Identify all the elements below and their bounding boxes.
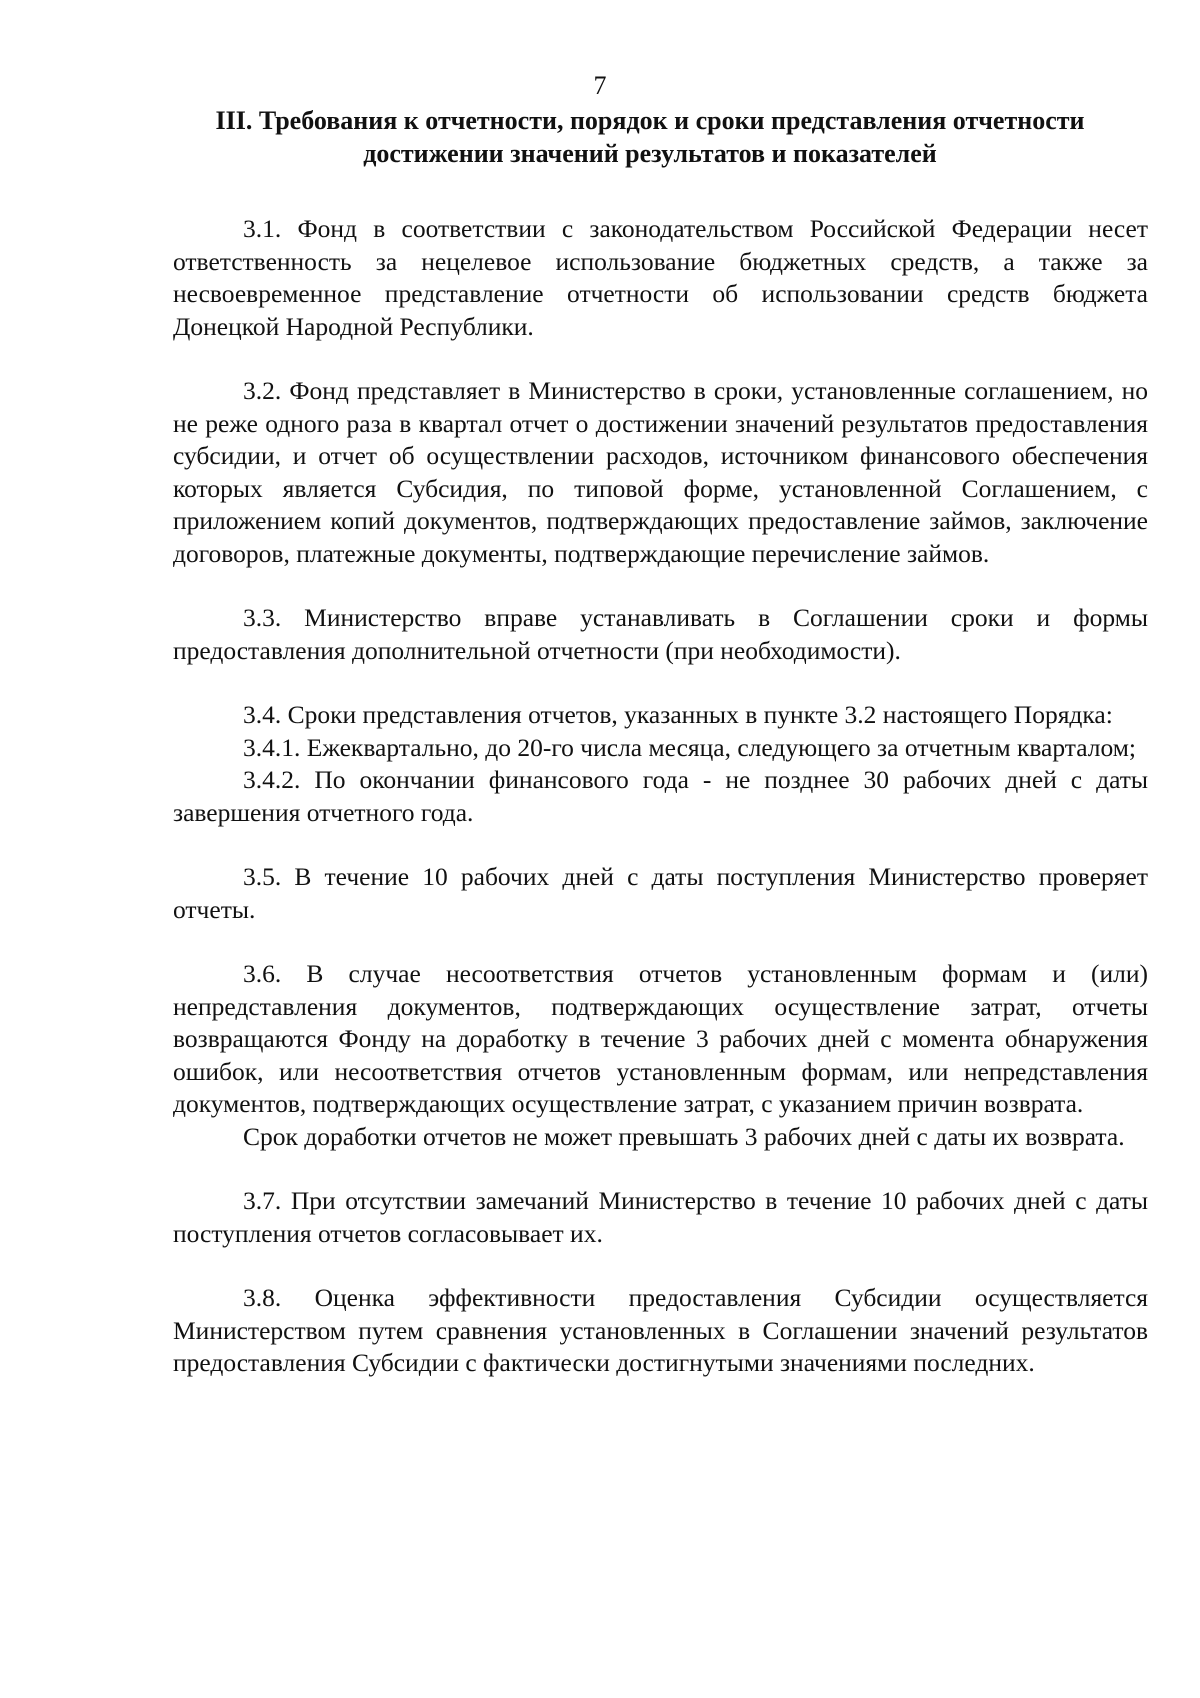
paragraph-3-4-1: 3.4.1. Ежеквартально, до 20-го числа месяца, следующего за отчетным кварталом; [243, 732, 1136, 762]
paragraph-3-1: 3.1. Фонд в соответствии с законодательством Российской Федерации несет ответственность за нецелевое использование бюджетных средств, а также за несвоевременное представление отчетности об использовании средств бюджета Донецкой Народной Республики. [173, 214, 1148, 341]
paragraph-3-4-2: 3.4.2. По окончании финансового года - не позднее 30 рабочих дней с даты завершения отчетного года. [173, 765, 1148, 827]
paragraph-3-3: 3.3. Министерство вправе устанавливать в Соглашении сроки и формы предоставления дополнительной отчетности (при необходимости). [173, 603, 1148, 665]
paragraph-3-5: 3.5. В течение 10 рабочих дней с даты поступления Министерство проверяет отчеты. [173, 862, 1148, 924]
paragraph-3-8: 3.8. Оценка эффективности предоставления Субсидии осуществляется Министерством путем сравнения установленных в Соглашении значений результатов предоставления Субсидии с фактически достигнутыми значениями последних. [173, 1283, 1148, 1377]
section-heading-line-1: III. Требования к отчетности, порядок и сроки представления отчетности [215, 106, 1085, 135]
paragraph-3-6-term: Срок доработки отчетов не может превышать 3 рабочих дней с даты их возврата. [243, 1121, 1125, 1151]
page-number: 7 [593, 71, 607, 100]
section-heading-line-2: достижении значений результатов и показателей [363, 139, 937, 168]
paragraph-3-6: 3.6. В случае несоответствия отчетов установленным формам и (или) непредставления документов, подтверждающих осуществление затрат, отчеты возвращаются Фонду на доработку в течение 3 рабочих дней с момента обнаружения ошибок, или несоответствия отчетов установленным формам, или непредставления документов, подтверждающих осуществление затрат, с указанием причин возврата. [173, 959, 1148, 1118]
document-body [173, 213, 1148, 1380]
paragraph-3-2: 3.2. Фонд представляет в Министерство в сроки, установленные соглашением, но не реже одного раза в квартал отчет о достижении значений результатов предоставления субсидии, и отчет об осуществлении расходов, источником финансового обеспечения которых является Субсидия, по типовой форме, установленной Соглашением, с приложением копий документов, подтверждающих предоставление займов, заключение договоров, платежные документы, подтверждающие перечисление займов. [173, 376, 1148, 568]
paragraph-3-4: 3.4. Сроки представления отчетов, указанных в пункте 3.2 настоящего Порядка: [243, 700, 1113, 729]
section-heading [170, 104, 1130, 170]
paragraph-3-7: 3.7. При отсутствии замечаний Министерство в течение 10 рабочих дней с даты поступления отчетов согласовывает их. [173, 1186, 1148, 1248]
